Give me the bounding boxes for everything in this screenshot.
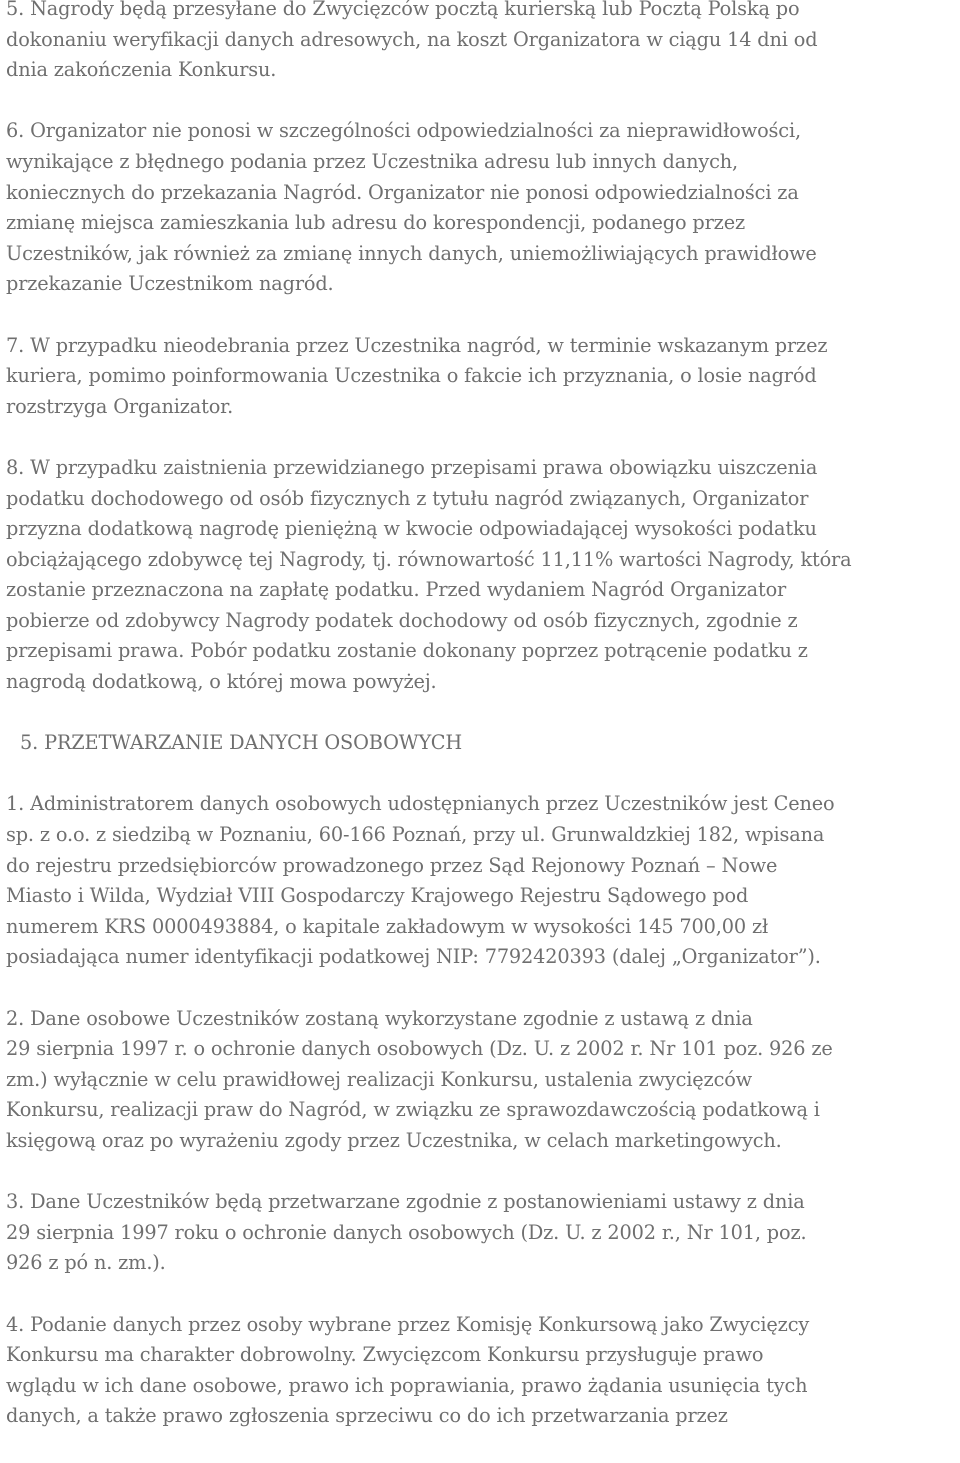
text-line: 3. Dane Uczestników będą przetwarzane zgodnie z postanowieniami ustawy z dnia (6, 1190, 805, 1214)
text-line: 5. Nagrody będą przesyłane do Zwycięzców pocztą kurierską lub Pocztą Polską po (6, 0, 800, 20)
text-line: 29 sierpnia 1997 r. o ochronie danych osobowych (Dz. U. z 2002 r. Nr 101 poz. 926 ze (6, 1037, 833, 1061)
text-line: zmianę miejsca zamieszkania lub adresu do korespondencji, podanego przez (6, 211, 745, 235)
text-line: koniecznych do przekazania Nagród. Organizator nie ponosi odpowiedzialności za (6, 180, 799, 204)
text-line: dnia zakończenia Konkursu. (6, 58, 277, 82)
text-line: kuriera, pomimo poinformowania Uczestnika o fakcie ich przyznania, o losie nagród (6, 364, 817, 388)
text-line: dokonaniu weryfikacji danych adresowych, na koszt Organizatora w ciągu 14 dni od (6, 27, 818, 51)
text-line: pobierze od zdobywcy Nagrody podatek dochodowy od osób fizycznych, zgodnie z (6, 608, 798, 632)
text-line: zostanie przeznaczona na zapłatę podatku. Przed wydaniem Nagród Organizator (6, 578, 787, 602)
text-line: przyzna dodatkową nagrodę pieniężną w kwocie odpowiadającej wysokości podatku (6, 517, 817, 541)
text-line: 4. Podanie danych przez osoby wybrane przez Komisję Konkursową jako Zwycięzcy (6, 1312, 810, 1336)
text-line: 8. W przypadku zaistnienia przewidzianego przepisami prawa obowiązku uiszczenia (6, 455, 818, 479)
text-line: 926 z pó n. zm.). (6, 1251, 166, 1275)
text-line: Miasto i Wilda, Wydział VIII Gospodarczy Krajowego Rejestru Sądowego pod (6, 884, 749, 908)
text-line: numerem KRS 0000493884, o kapitale zakładowym w wysokości 145 700,00 zł (6, 914, 769, 938)
text-line: podatku dochodowego od osób fizycznych z tytułu nagród związanych, Organizator (6, 486, 809, 510)
text-line: Uczestników, jak również za zmianę innych danych, uniemożliwiających prawidłowe (6, 241, 817, 265)
document-body (6, 0, 956, 1463)
text-line: obciążającego zdobywcę tej Nagrody, tj. równowartość 11,11% wartości Nagrody, która (6, 547, 852, 571)
text-line: 7. W przypadku nieodebrania przez Uczestnika nagród, w terminie wskazanym przez (6, 333, 828, 357)
paragraph-data-administrator (6, 789, 956, 973)
text-line: wynikające z błędnego podania przez Uczestnika adresu lub innych danych, (6, 149, 738, 173)
paragraph-prize-shipping (6, 0, 956, 86)
text-line: 2. Dane osobowe Uczestników zostaną wykorzystane zgodnie z ustawą z dnia (6, 1006, 753, 1030)
text-line: 6. Organizator nie ponosi w szczególności odpowiedzialności za nieprawidłowości, (6, 119, 801, 143)
paragraph-data-usage (6, 1004, 956, 1157)
text-line: 29 sierpnia 1997 roku o ochronie danych osobowych (Dz. U. z 2002 r., Nr 101, poz. (6, 1220, 807, 1244)
text-line: zm.) wyłącznie w celu prawidłowej realizacji Konkursu, ustalenia zwycięzców (6, 1067, 753, 1091)
text-line: danych, a także prawo zgłoszenia sprzeciwu co do ich przetwarzania przez (6, 1404, 728, 1428)
paragraph-data-processing (6, 1187, 956, 1279)
paragraph-organizer-liability (6, 116, 956, 300)
paragraph-data-rights (6, 1310, 956, 1432)
text-line: rozstrzyga Organizator. (6, 394, 234, 418)
text-line: 1. Administratorem danych osobowych udostępnianych przez Uczestników jest Ceneo (6, 792, 835, 816)
text-line: Konkursu ma charakter dobrowolny. Zwycięzcom Konkursu przysługuje prawo (6, 1343, 764, 1367)
text-line: Konkursu, realizacji praw do Nagród, w związku ze sprawozdawczością podatkową i (6, 1098, 820, 1122)
text-line: wglądu w ich dane osobowe, prawo ich poprawiania, prawo żądania usunięcia tych (6, 1373, 808, 1397)
text-line: posiadająca numer identyfikacji podatkowej NIP: 7792420393 (dalej „Organizator”). (6, 945, 821, 969)
paragraph-uncollected-prizes (6, 331, 956, 423)
text-line: przepisami prawa. Pobór podatku zostanie dokonany poprzez potrącenie podatku z (6, 639, 808, 663)
text-line: przekazanie Uczestnikom nagród. (6, 272, 334, 296)
text-line: do rejestru przedsiębiorców prowadzonego przez Sąd Rejonowy Poznań – Nowe (6, 853, 778, 877)
text-line: księgową oraz po wyrażeniu zgody przez Uczestnika, w celach marketingowych. (6, 1128, 782, 1152)
paragraph-tax (6, 453, 956, 698)
text-line: sp. z o.o. z siedzibą w Poznaniu, 60-166 Poznań, przy ul. Grunwaldzkiej 182, wpisana (6, 823, 825, 847)
section-heading: 5. PRZETWARZANIE DANYCH OSOBOWYCH (20, 731, 462, 755)
text-line: nagrodą dodatkową, o której mowa powyżej. (6, 670, 437, 694)
